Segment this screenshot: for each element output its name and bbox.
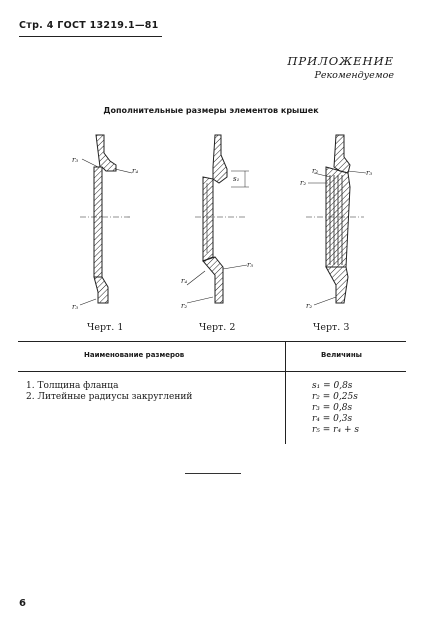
value-s1: s₁ = 0,8s [312,381,353,391]
fig2-label-r2: r₂ [181,302,188,310]
row-label: 2. Литейные радиусы закруглений [26,392,193,402]
row-label: 1. Толщина фланца [26,381,119,391]
table-row [26,381,118,392]
figure-1-drawing [60,127,150,312]
fig3-label-r2-mid: r₂ [300,179,307,187]
table-column-divider [285,341,286,444]
value-r4: r₄ = 0,3s [312,414,353,424]
end-rule [185,473,241,474]
caption-fig-1: Черт. 1 [87,322,124,333]
dimensions-table [18,341,406,444]
table-header-name: Наименование размеров [84,351,185,359]
fig2-label-r5: r₅ [247,261,254,269]
table-header-value: Величины [321,351,362,359]
appendix-block [287,54,394,81]
fig3-label-r3: r₃ [366,169,373,177]
page-number: 6 [19,598,26,609]
fig1-label-r3-bottom: r₃ [72,303,79,311]
fig1-label-r4: r₄ [132,167,139,175]
fig1-label-r3-top: r₃ [72,156,79,164]
caption-fig-3: Черт. 3 [313,322,350,333]
value-r5: r₅ = r₄ + s [312,425,359,435]
appendix-title: ПРИЛОЖЕНИЕ [287,54,394,68]
section-title: Дополнительные размеры элементов крышек [103,106,319,115]
figure-3-drawing [290,127,380,312]
fig3-label-r2-top: r₂ [312,167,319,175]
appendix-subtitle: Рекомендуемое [314,70,394,81]
fig2-label-s1: s₁ [233,175,240,183]
fig3-label-r2-bottom: r₂ [306,302,313,310]
page-header: Стр. 4 ГОСТ 13219.1—81 [19,20,159,31]
figure-2-drawing [175,127,265,312]
table-header-rule [18,371,406,372]
fig2-label-r4: r₄ [181,277,188,285]
caption-fig-2: Черт. 2 [199,322,236,333]
table-top-rule [18,341,406,342]
value-r2: r₂ = 0,25s [312,392,358,402]
value-r3: r₃ = 0,8s [312,403,353,413]
header-underline [19,36,162,37]
table-row [26,392,192,403]
